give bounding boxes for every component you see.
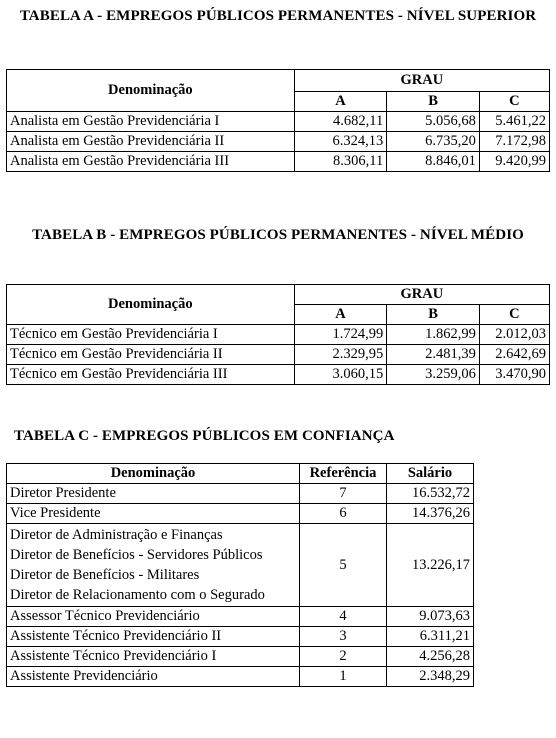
table-row (7, 112, 550, 132)
row-value-a: 2.329,95 (294, 345, 387, 365)
table-row (7, 345, 550, 365)
row-name: Diretor Presidente (7, 484, 300, 504)
row-name: Assessor Técnico Previdenciário (7, 607, 300, 627)
row-name: Diretor de Benefícios - Servidores Públicos (10, 547, 263, 563)
row-name: Analista em Gestão Previdenciária I (7, 112, 295, 132)
row-value-c: 5.461,22 (479, 112, 549, 132)
row-salario: 6.311,21 (387, 627, 474, 647)
tabela-a-title: TABELA A - EMPREGOS PÚBLICOS PERMANENTES - NÍVEL SUPERIOR (19, 8, 537, 24)
row-value-c: 9.420,99 (479, 152, 549, 172)
table-row (7, 484, 474, 504)
table-row (7, 647, 474, 667)
tabela-c-header-referencia: Referência (300, 464, 387, 484)
row-salario: 4.256,28 (387, 647, 474, 667)
tabela-b-grade-a: A (294, 305, 387, 325)
row-value-c: 7.172,98 (479, 132, 549, 152)
tabela-c (6, 463, 474, 687)
row-referencia: 3 (300, 627, 387, 647)
tabela-c-header-salario: Salário (387, 464, 474, 484)
table-row (7, 607, 474, 627)
row-value-a: 1.724,99 (294, 325, 387, 345)
tabela-b-header-grau: GRAU (294, 285, 549, 305)
row-salario: 13.226,17 (387, 524, 474, 607)
row-salario: 16.532,72 (387, 484, 474, 504)
row-name: Assistente Previdenciário (7, 667, 300, 687)
row-referencia: 2 (300, 647, 387, 667)
row-name: Técnico em Gestão Previdenciária II (7, 345, 295, 365)
row-value-b: 3.259,06 (387, 365, 480, 385)
row-value-b: 2.481,39 (387, 345, 480, 365)
row-value-a: 4.682,11 (294, 112, 387, 132)
table-row (7, 667, 474, 687)
table-row (7, 325, 550, 345)
row-value-c: 2.012,03 (479, 325, 549, 345)
row-value-a: 6.324,13 (294, 132, 387, 152)
row-referencia: 1 (300, 667, 387, 687)
tabela-b (6, 284, 550, 385)
row-name: Analista em Gestão Previdenciária III (7, 152, 295, 172)
tabela-a-header-grau: GRAU (294, 70, 549, 92)
row-value-a: 8.306,11 (294, 152, 387, 172)
row-salario: 14.376,26 (387, 504, 474, 524)
table-row (7, 132, 550, 152)
row-referencia: 5 (300, 524, 387, 607)
row-name: Assistente Técnico Previdenciário II (7, 627, 300, 647)
table-row (7, 365, 550, 385)
table-row (7, 152, 550, 172)
row-names-diretores (7, 524, 300, 607)
tabela-a-grade-a: A (294, 92, 387, 112)
table-row (7, 524, 474, 607)
tabela-a (6, 69, 550, 172)
row-value-b: 5.056,68 (387, 112, 480, 132)
row-value-a: 3.060,15 (294, 365, 387, 385)
row-salario: 2.348,29 (387, 667, 474, 687)
table-row (7, 627, 474, 647)
tabela-b-grade-b: B (387, 305, 480, 325)
tabela-b-title: TABELA B - EMPREGOS PÚBLICOS PERMANENTES - NÍVEL MÉDIO (32, 227, 524, 243)
row-name: Diretor de Administração e Finanças (10, 527, 223, 543)
row-name: Técnico em Gestão Previdenciária III (7, 365, 295, 385)
table-row (7, 504, 474, 524)
row-referencia: 4 (300, 607, 387, 627)
row-name: Vice Presidente (7, 504, 300, 524)
row-name: Assistente Técnico Previdenciário I (7, 647, 300, 667)
tabela-a-grade-c: C (479, 92, 549, 112)
row-name: Diretor de Benefícios - Militares (10, 567, 200, 583)
row-referencia: 7 (300, 484, 387, 504)
row-value-b: 1.862,99 (387, 325, 480, 345)
row-value-c: 2.642,69 (479, 345, 549, 365)
row-name: Analista em Gestão Previdenciária II (7, 132, 295, 152)
row-name: Técnico em Gestão Previdenciária I (7, 325, 295, 345)
row-value-b: 6.735,20 (387, 132, 480, 152)
tabela-c-header-denominacao: Denominação (7, 464, 300, 484)
row-salario: 9.073,63 (387, 607, 474, 627)
row-value-b: 8.846,01 (387, 152, 480, 172)
row-value-c: 3.470,90 (479, 365, 549, 385)
tabela-c-title: TABELA C - EMPREGOS PÚBLICOS EM CONFIANÇA (14, 428, 395, 444)
row-referencia: 6 (300, 504, 387, 524)
tabela-b-header-denominacao: Denominação (7, 285, 295, 325)
row-name: Diretor de Relacionamento com o Segurado (10, 587, 265, 603)
tabela-a-header-denominacao: Denominação (7, 70, 295, 112)
tabela-a-grade-b: B (387, 92, 480, 112)
tabela-b-grade-c: C (479, 305, 549, 325)
